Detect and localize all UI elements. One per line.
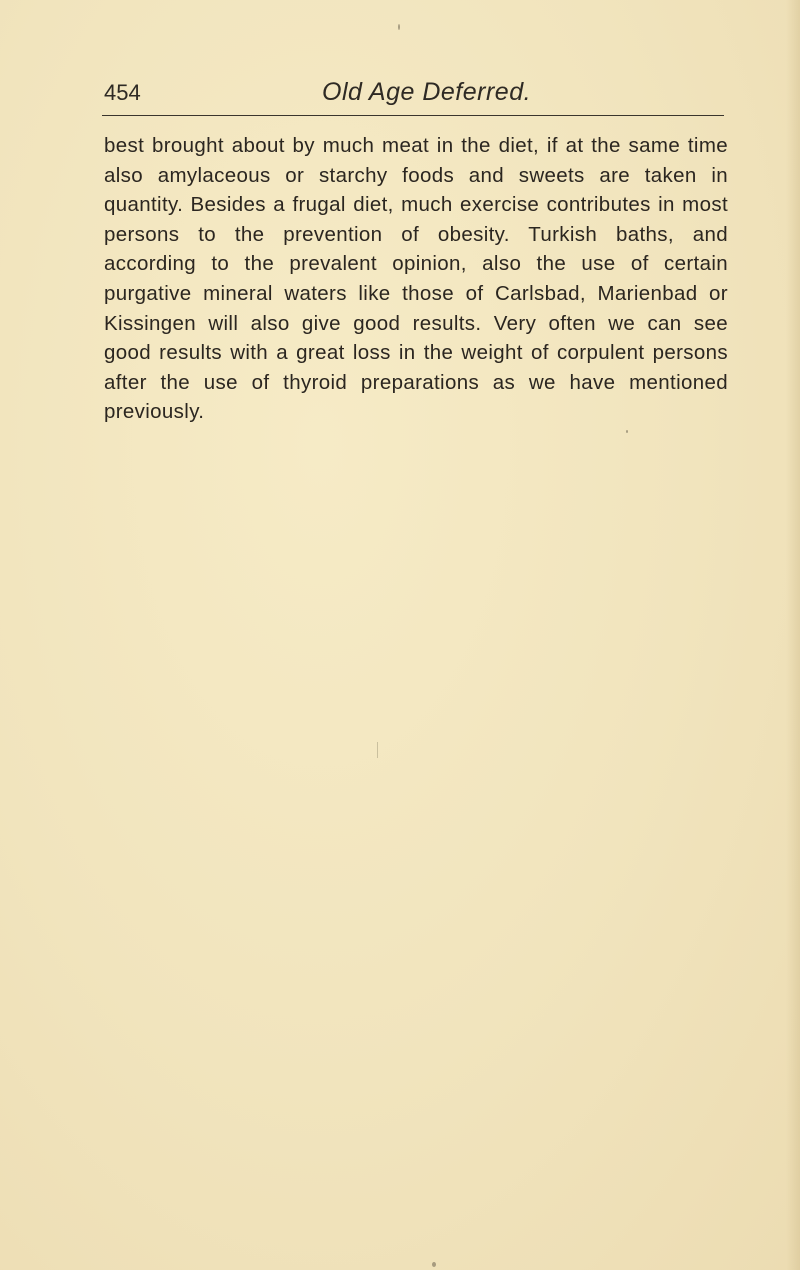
header-rule: [102, 115, 724, 116]
running-head-title: Old Age Deferred.: [322, 78, 532, 106]
paper-speck: [377, 742, 378, 758]
paper-speck: [432, 1262, 436, 1267]
paper-speck: [626, 430, 628, 433]
page-number: 454: [104, 80, 141, 105]
paper-speck: [398, 24, 400, 30]
page-header: [100, 78, 724, 112]
page-edge-shadow: [786, 0, 800, 1270]
body-paragraph: best brought about by much meat in the diet, if at the same time also amylaceous or starchy foods and sweets are taken in quantity. Besides a frugal diet, much exercise contributes in most persons to the prevention of obesity. Turkish baths, and according to the prevalent opinion, also the use of certain purgative mineral waters like those of Carlsbad, Marienbad or Kissingen will also give good results. Very often we can see good results with a great loss in the weight of corpulent persons after the use of thyroid preparations as we have mentioned previously.: [104, 134, 728, 424]
